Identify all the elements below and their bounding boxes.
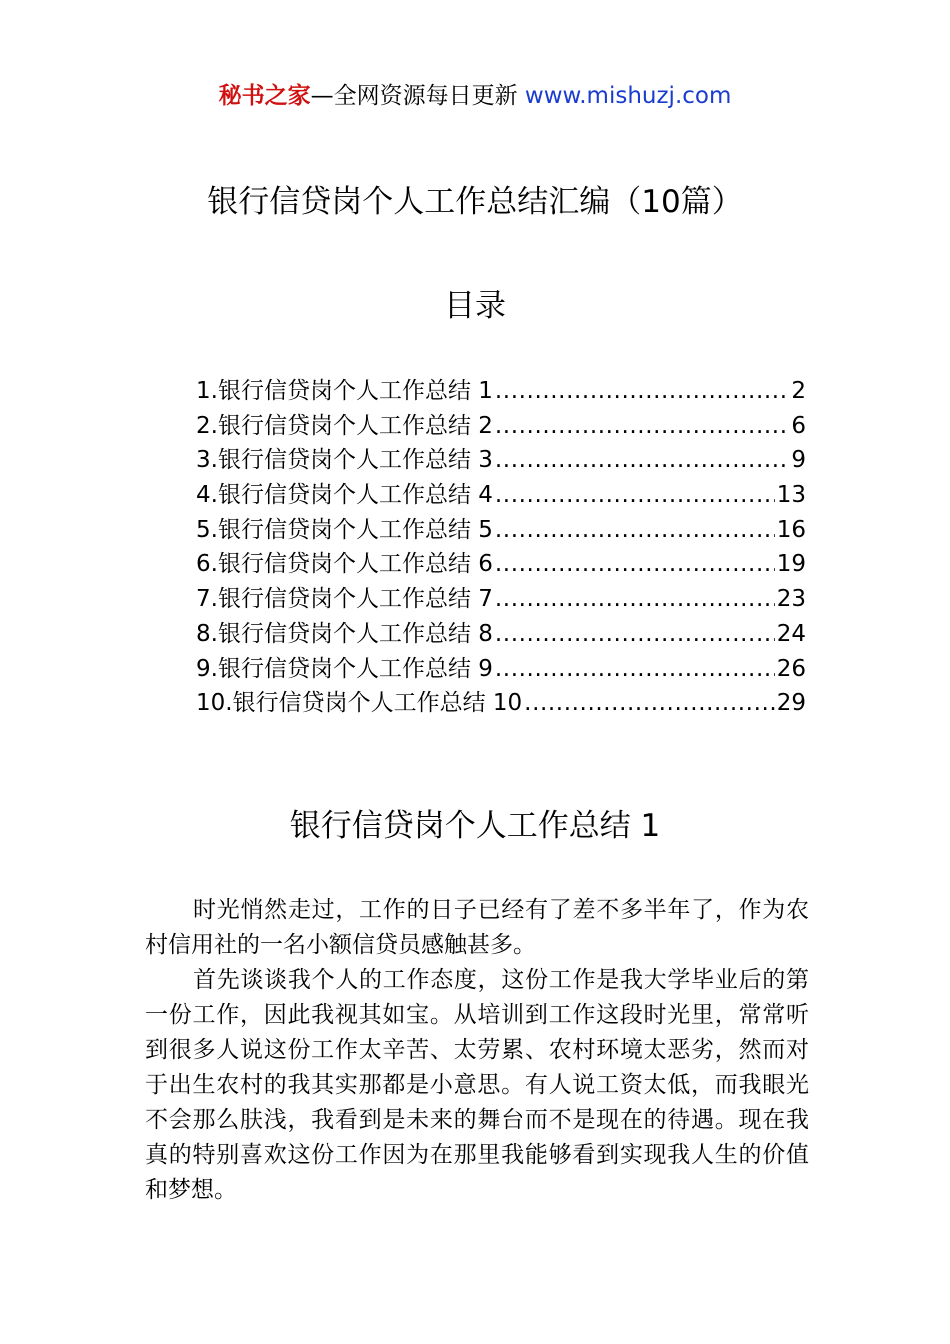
toc-leader-dots <box>495 374 789 409</box>
body-text <box>145 893 809 1208</box>
toc-leader-dots <box>495 582 775 617</box>
site-tagline: —全网资源每日更新 <box>310 83 518 109</box>
toc-leader-dots <box>495 547 775 582</box>
toc-entry-page: 13 <box>776 482 806 509</box>
toc-entry[interactable] <box>196 686 806 721</box>
toc-heading: 目录 <box>444 288 506 324</box>
toc-entry-page: 6 <box>791 412 806 439</box>
toc-entry[interactable] <box>196 582 806 617</box>
toc-leader-dots <box>495 409 789 444</box>
toc-leader-dots <box>495 652 775 687</box>
toc-leader-dots <box>495 443 789 478</box>
toc-entry-page: 2 <box>791 378 806 404</box>
toc-entry-page: 16 <box>776 516 806 543</box>
toc-entry-page: 29 <box>776 690 806 717</box>
toc-entry-page: 26 <box>776 655 806 682</box>
toc-entry-page: 19 <box>776 551 806 578</box>
toc-entry[interactable] <box>196 478 806 513</box>
paragraph: 首先谈谈我个人的工作态度，这份工作是我大学毕业后的第一份工作，因此我视其如宝。从培训到工作这段时光里，常常听到很多人说这份工作太辛苦、太劳累、农村环境太恶劣，然而对于出生农村的我其实那都是小意思。有人说工资太低，而我眼光不会那么肤浅，我看到是未来的舞台而不是现在的待遇。现在我真的特别喜欢这份工作因为在那里我能够看到实现我人生的价值和梦想。 <box>145 967 809 1203</box>
toc-entry-label: 10.银行信贷岗个人工作总结 10 <box>196 690 523 717</box>
toc-entry[interactable] <box>196 374 806 409</box>
toc-entry-label: 5.银行信贷岗个人工作总结 5 <box>196 516 493 543</box>
toc-entry-label: 4.银行信贷岗个人工作总结 4 <box>196 482 493 509</box>
toc-entry[interactable] <box>196 617 806 652</box>
toc-entry-label: 1.银行信贷岗个人工作总结 1 <box>196 378 493 404</box>
toc-leader-dots <box>524 686 775 721</box>
toc-entry-label: 7.银行信贷岗个人工作总结 7 <box>196 586 493 613</box>
table-of-contents <box>196 374 806 721</box>
site-header <box>0 80 950 112</box>
toc-entry-label: 3.银行信贷岗个人工作总结 3 <box>196 447 493 474</box>
site-brand: 秘书之家 <box>218 83 311 109</box>
toc-entry-page: 24 <box>776 620 806 647</box>
toc-entry-label: 8.银行信贷岗个人工作总结 8 <box>196 620 493 647</box>
toc-entry[interactable] <box>196 652 806 687</box>
toc-entry[interactable] <box>196 443 806 478</box>
document-title: 银行信贷岗个人工作总结汇编（10篇） <box>207 184 743 220</box>
toc-entry[interactable] <box>196 513 806 548</box>
toc-leader-dots <box>495 478 775 513</box>
toc-leader-dots <box>495 513 775 548</box>
toc-entry-label: 6.银行信贷岗个人工作总结 6 <box>196 551 493 578</box>
site-url-link[interactable]: www.mishuzj.com <box>524 83 732 109</box>
toc-leader-dots <box>495 617 775 652</box>
toc-entry[interactable] <box>196 547 806 582</box>
toc-entry-page: 9 <box>791 447 806 474</box>
section-title: 银行信贷岗个人工作总结 1 <box>289 808 661 844</box>
toc-entry[interactable] <box>196 409 806 444</box>
toc-entry-label: 2.银行信贷岗个人工作总结 2 <box>196 412 493 439</box>
toc-entry-label: 9.银行信贷岗个人工作总结 9 <box>196 655 493 682</box>
paragraph: 时光悄然走过，工作的日子已经有了差不多半年了，作为农村信用社的一名小额信贷员感触甚多。 <box>145 897 809 958</box>
toc-entry-page: 23 <box>776 586 806 613</box>
